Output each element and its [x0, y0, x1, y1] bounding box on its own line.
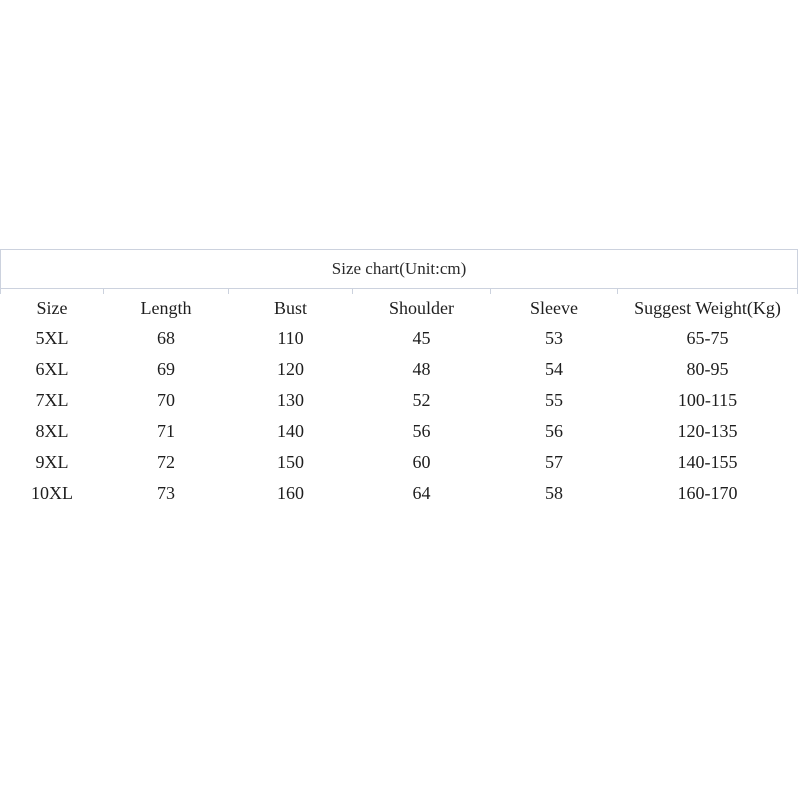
size-chart-table — [0, 249, 798, 509]
table-cell: 150 — [277, 451, 304, 472]
table-cell: 64 — [412, 482, 431, 503]
table-cell: 69 — [157, 358, 175, 379]
table-row — [1, 416, 798, 447]
table-cell: 65-75 — [686, 327, 729, 348]
title-row — [1, 250, 798, 289]
column-header-bust: Bust — [273, 297, 307, 318]
table-cell: 68 — [157, 327, 175, 348]
table-cell: 6XL — [35, 358, 69, 379]
table-cell: 100-115 — [677, 389, 738, 410]
table-cell: 120 — [277, 358, 304, 379]
size-chart-container — [0, 249, 797, 509]
table-row — [1, 354, 798, 385]
column-header-length: Length — [140, 297, 192, 318]
table-cell: 8XL — [35, 420, 69, 441]
table-cell: 57 — [545, 451, 563, 472]
table-cell: 80-95 — [686, 358, 729, 379]
table-cell: 45 — [412, 327, 431, 348]
table-cell: 70 — [157, 389, 175, 410]
table-cell: 5XL — [35, 327, 69, 348]
table-cell: 71 — [157, 420, 175, 441]
table-cell: 56 — [412, 420, 431, 441]
table-row — [1, 385, 798, 416]
table-row — [1, 323, 798, 354]
table-cell: 58 — [545, 482, 563, 503]
table-cell: 10XL — [31, 482, 73, 503]
column-header-suggest-weight-kg: Suggest Weight(Kg) — [634, 297, 781, 318]
table-cell: 9XL — [35, 451, 69, 472]
header-row — [1, 294, 798, 323]
table-cell: 140 — [277, 420, 304, 441]
table-body — [1, 323, 798, 509]
size-chart-title: Size chart(Unit:cm) — [1, 250, 798, 289]
table-row — [1, 478, 798, 509]
table-cell: 60 — [412, 451, 431, 472]
table-cell: 73 — [157, 482, 175, 503]
table-cell: 55 — [545, 389, 563, 410]
column-header-sleeve: Sleeve — [530, 297, 578, 318]
table-cell: 53 — [545, 327, 563, 348]
table-cell: 54 — [545, 358, 563, 379]
table-cell: 110 — [277, 327, 304, 348]
table-cell: 72 — [157, 451, 175, 472]
column-header-shoulder: Shoulder — [389, 297, 454, 318]
table-cell: 48 — [412, 358, 431, 379]
table-cell: 140-155 — [677, 451, 738, 472]
table-cell: 56 — [545, 420, 563, 441]
table-cell: 130 — [277, 389, 304, 410]
column-header-size: Size — [36, 297, 68, 318]
table-row — [1, 447, 798, 478]
table-cell: 160-170 — [677, 482, 738, 503]
table-cell: 7XL — [35, 389, 69, 410]
table-cell: 160 — [277, 482, 304, 503]
table-cell: 52 — [412, 389, 431, 410]
table-cell: 120-135 — [677, 420, 738, 441]
